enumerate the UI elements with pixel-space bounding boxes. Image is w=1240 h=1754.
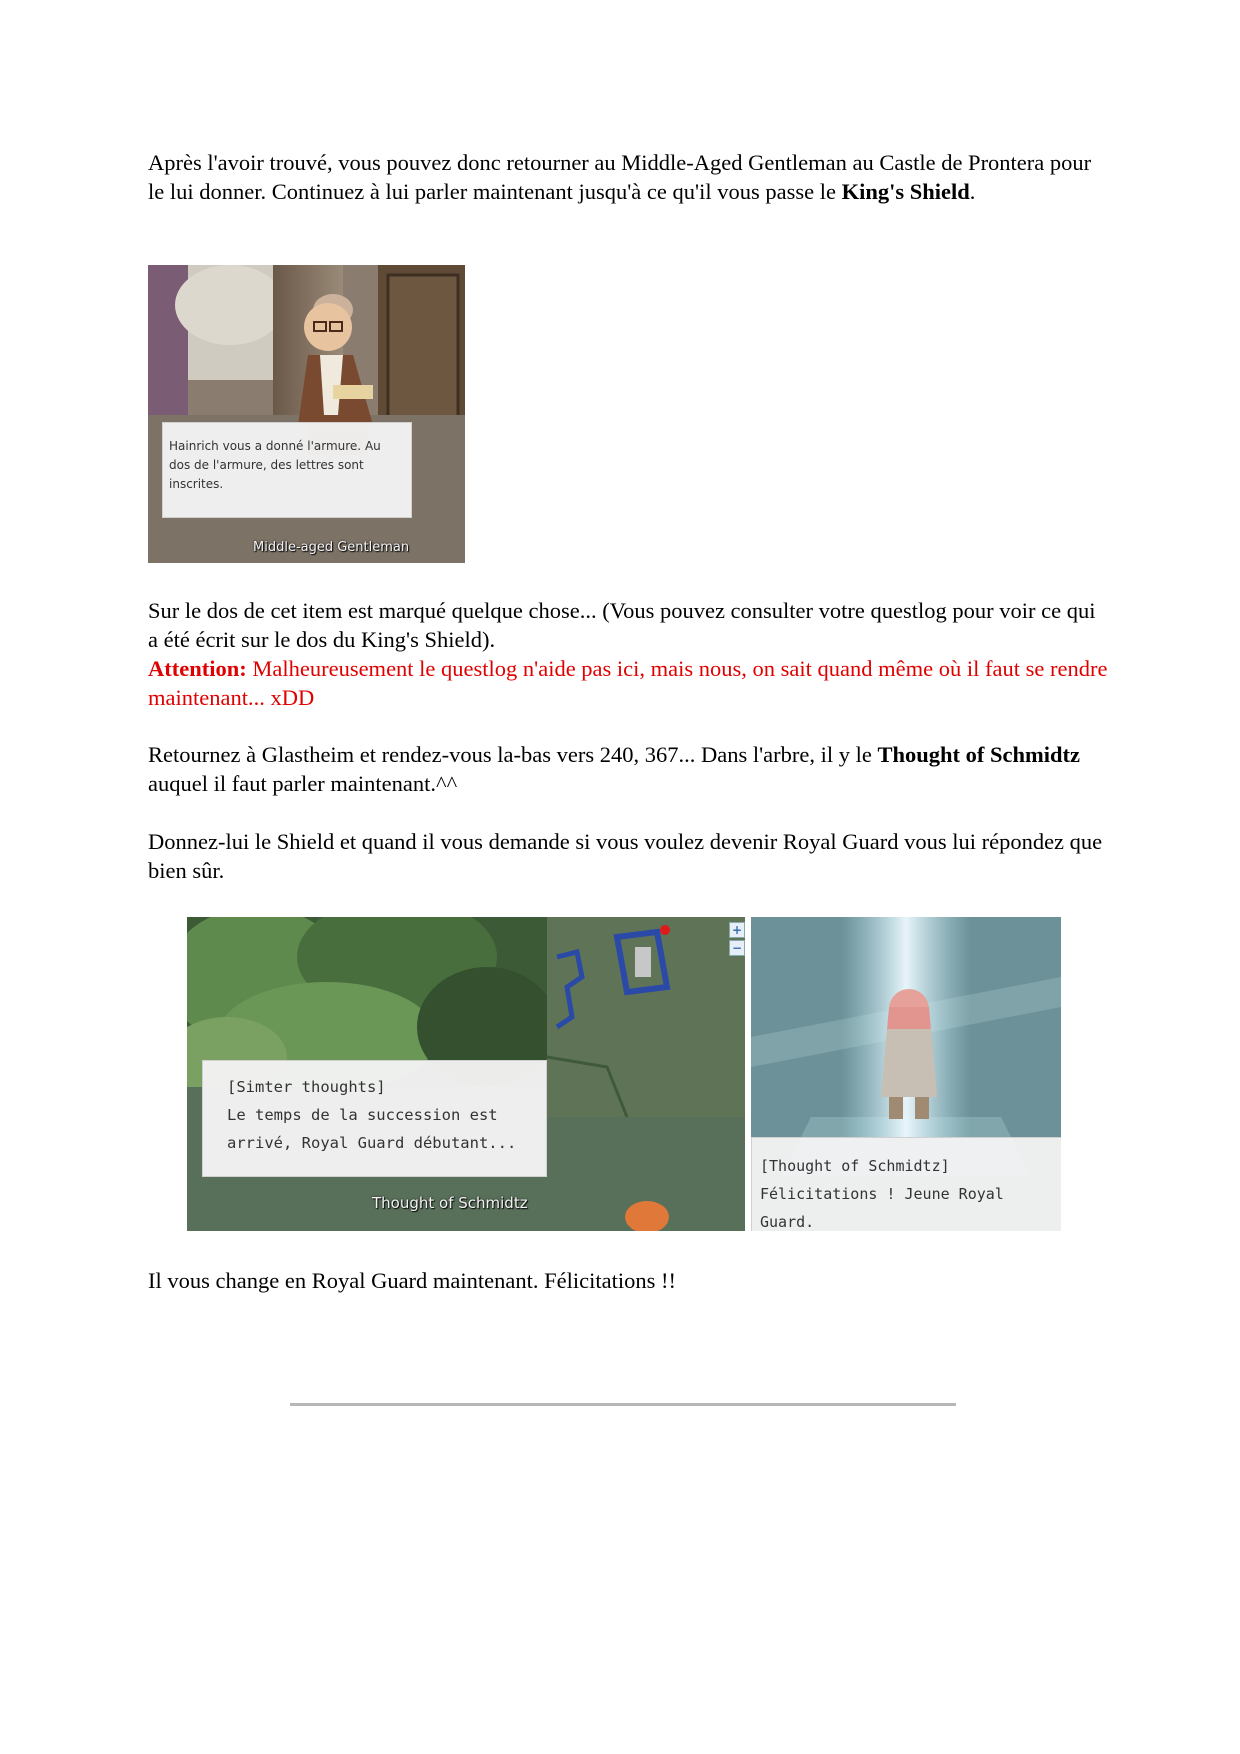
dialog-line: [Thought of Schmidtz] (760, 1157, 950, 1175)
paragraph-glastheim (148, 740, 1108, 798)
tree-dialog-box (202, 1060, 547, 1177)
p3-text: Retournez à Glastheim et rendez-vous la-bas vers 240, 367... Dans l'arbre, il y le (148, 742, 878, 767)
npc-name-label: Thought of Schmidtz (372, 1194, 528, 1212)
attention-label: Attention: (148, 656, 247, 681)
screenshot-royal-guard (751, 917, 1061, 1231)
minimap-zoom-out-icon: − (729, 940, 745, 956)
p1-end: . (969, 179, 976, 204)
paragraph-return-gentleman (148, 148, 1108, 206)
gentleman-scene-image (148, 265, 465, 563)
dialog-line: inscrites. (169, 477, 224, 491)
kings-shield-bold: King's Shield (841, 179, 970, 204)
paragraph-questlog (148, 596, 1108, 712)
paragraph-give-shield (148, 827, 1108, 885)
paragraph-congratulations (148, 1266, 1108, 1295)
dialog-line: [Simter thoughts] (227, 1078, 386, 1096)
dialog-line: Félicitations ! Jeune Royal Guard. (760, 1185, 1004, 1231)
dialog-line: dos de l'armure, des lettres sont (169, 458, 364, 472)
p2-text: Sur le dos de cet item est marqué quelque chose... (Vous pouvez consulter votre questlog pour voir ce qui a été écrit sur le dos du King's Shield). (148, 598, 1096, 652)
thought-of-schmidtz-bold: Thought of Schmidtz (877, 742, 1080, 767)
attention-text: Malheureusement le questlog n'aide pas ici, mais nous, on sait quand même où il faut se rendre maintenant... xDD (148, 656, 1108, 710)
npc-name-label: Middle-aged Gentleman (253, 540, 410, 555)
guard-dialog-box (751, 1137, 1061, 1231)
p3-end: auquel il faut parler maintenant.^^ (148, 771, 458, 796)
horizontal-divider (290, 1403, 956, 1406)
screenshot-tree (187, 917, 745, 1231)
dialog-line: Le temps de la succession est (227, 1106, 498, 1124)
dialog-line: arrivé, Royal Guard débutant... (227, 1134, 517, 1152)
p4-text: Donnez-lui le Shield et quand il vous demande si vous voulez devenir Royal Guard vous lui répondez que bien sûr. (148, 829, 1103, 883)
p1-text: Après l'avoir trouvé, vous pouvez donc retourner au Middle-Aged Gentleman au Castle de Prontera pour le lui donner. Continuez à lui parler maintenant jusqu'à ce qu'il vous passe le (148, 150, 1092, 204)
gentleman-dialog-box (162, 422, 412, 518)
p5-text: Il vous change en Royal Guard maintenant. Félicitations !! (148, 1268, 676, 1293)
screenshot-gentleman (148, 265, 465, 563)
minimap-zoom-in-icon: + (729, 922, 745, 938)
dialog-line: Hainrich vous a donné l'armure. Au (169, 439, 381, 453)
